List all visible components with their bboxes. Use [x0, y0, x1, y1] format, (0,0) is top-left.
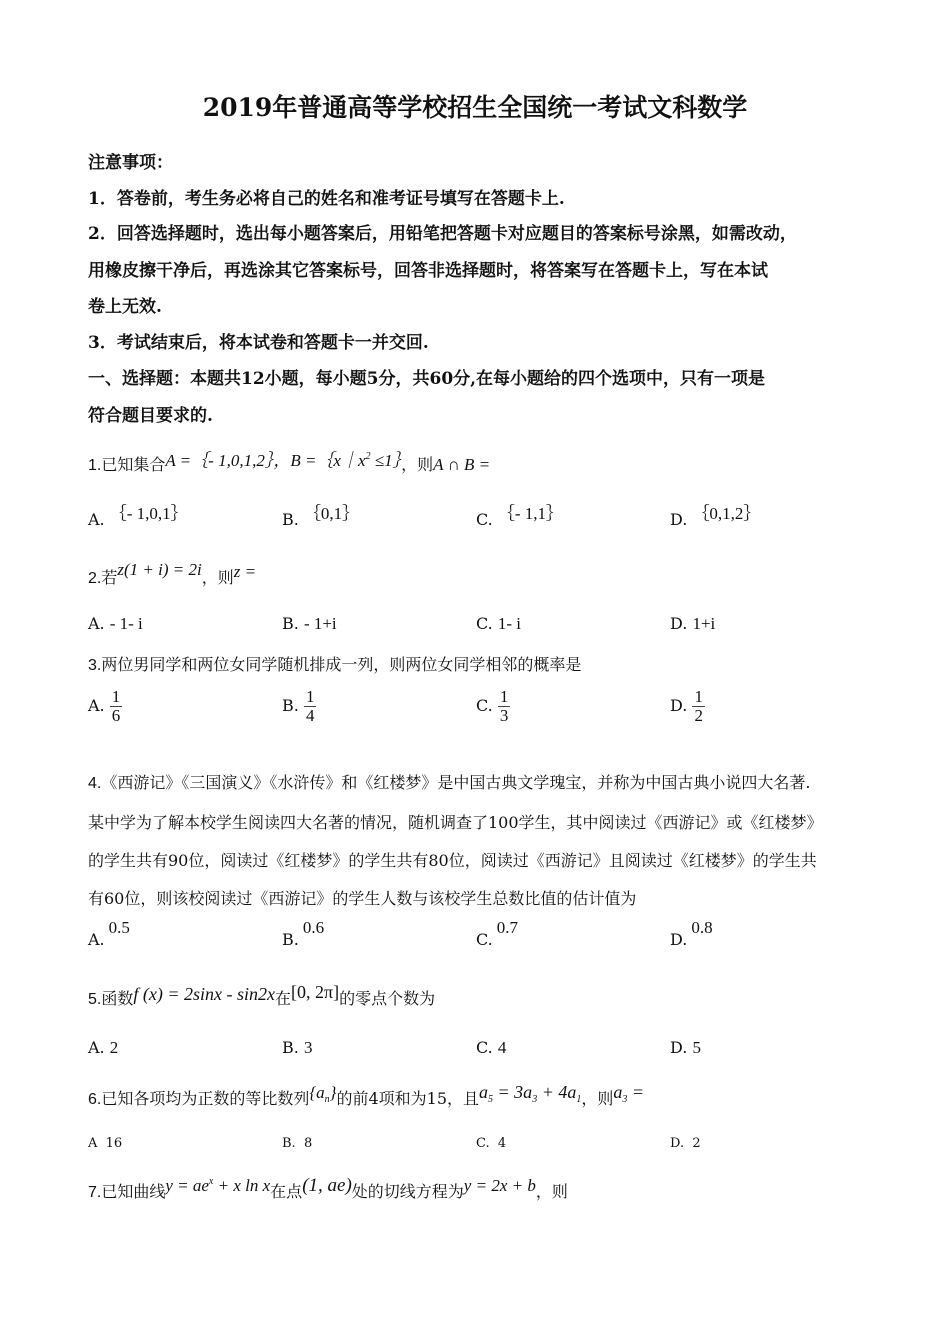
- q5-option-c[interactable]: C. 4: [476, 1038, 507, 1057]
- q3-option-d[interactable]: D. $\frac{1}{2}$: [670, 687, 703, 725]
- q2-option-c[interactable]: C. 1- i: [476, 614, 521, 633]
- section-heading-cont: 符合题目要求的.: [88, 406, 213, 426]
- note-line: 1．答卷前，考生务必将自己的姓名和准考证号填写在答题卡上.: [88, 189, 565, 209]
- question-4-line: 有60位，则该校阅读过《西游记》的学生人数与该校学生总数比值的估计值为: [88, 889, 637, 908]
- question-4: 4.《西游记》《三国演义》《水浒传》和《红楼梦》是中国古典文学瑰宝，并称为中国古典小说四大名著.: [88, 773, 811, 792]
- q5-option-d[interactable]: D. 5: [670, 1038, 701, 1057]
- fraction: $\frac{1}{2}$: [694, 687, 703, 725]
- q4-option-b[interactable]: B.0.6: [282, 918, 325, 949]
- q6-option-c[interactable]: C. 4: [476, 1136, 507, 1151]
- question-5: 5.函数f (x) = 2sinx - sin2x在[0, 2π]的零点个数为: [88, 982, 436, 1008]
- q3-option-b[interactable]: B. $\frac{1}{4}$: [282, 687, 315, 725]
- q2-option-b[interactable]: B. - 1+i: [282, 614, 337, 633]
- q1-option-b[interactable]: B. ｛0,1｝: [282, 504, 360, 529]
- q1-option-a[interactable]: A. ｛- 1,0,1｝: [88, 504, 188, 529]
- question-4-line: 某中学为了解本校学生阅读四大名著的情况，随机调查了100学生，其中阅读过《西游记》或《红楼梦》: [88, 813, 823, 832]
- fraction: $\frac{1}{6}$: [111, 687, 121, 725]
- q5-option-b[interactable]: B. 3: [282, 1038, 313, 1057]
- q3-option-c[interactable]: C. $\frac{1}{3}$: [476, 687, 509, 725]
- q6-option-a[interactable]: A 16: [88, 1136, 123, 1151]
- note-line: 卷上无效.: [88, 297, 162, 317]
- q4-option-a[interactable]: A.0.5: [88, 918, 130, 949]
- page-title: 2019年普通高等学校招生全国统一考试文科数学: [202, 93, 748, 122]
- q5-option-a[interactable]: A. 2: [88, 1038, 119, 1057]
- q1-option-d[interactable]: D. ｛0,1,2｝: [670, 504, 761, 529]
- fraction: $\frac{1}{3}$: [499, 687, 509, 725]
- note-line: 3．考试结束后，将本试卷和答题卡一并交回.: [88, 333, 429, 353]
- fraction: $\frac{1}{4}$: [305, 687, 315, 725]
- question-4-line: 的学生共有90位，阅读过《红楼梦》的学生共有80位，阅读过《西游记》且阅读过《红楼梦》的学生共: [88, 851, 817, 870]
- question-7: 7.已知曲线$y = ae^x + x$ ln x在点(1, ae)处的切线方程为y = 2x + b，则: [88, 1175, 568, 1201]
- q3-option-a[interactable]: A. $\frac{1}{6}$: [88, 687, 121, 725]
- section-heading: 一、选择题：本题共12小题，每小题5分，共60分,在每小题给的四个选项中，只有一项是: [88, 369, 766, 389]
- question-2: 2.若z(1 + i) = 2i，则z =: [88, 560, 257, 587]
- q2-option-d[interactable]: D. 1+i: [670, 614, 716, 633]
- q4-option-d[interactable]: D.0.8: [670, 918, 713, 949]
- q1-option-c[interactable]: C. ｛- 1,1｝: [476, 504, 564, 529]
- q6-option-b[interactable]: B. 8: [282, 1136, 313, 1151]
- notes-heading: 注意事项：: [88, 153, 173, 173]
- question-3: 3.两位男同学和两位女同学随机排成一列，则两位女同学相邻的概率是: [88, 655, 582, 674]
- note-line: 用橡皮擦干净后，再选涂其它答案标号，回答非选择题时，将答案写在答题卡上，写在本试: [88, 261, 768, 281]
- q2-option-a[interactable]: A. - 1- i: [88, 614, 143, 633]
- question-1: 1.已知集合A =｛- 1,0,1,2｝，$B =\{x|x^2$ ≤1｝，则A ∩ B =: [88, 451, 491, 474]
- question-6: 6.已知各项均为正数的等比数列$\{a_n\}$的前4项和为15，且$a_5 = 3a_3 + 4a_1$，则$a_3$ =: [88, 1082, 645, 1108]
- q6-option-d[interactable]: D. 2: [670, 1136, 701, 1151]
- q4-option-c[interactable]: C.0.7: [476, 918, 519, 949]
- note-line: 2．回答选择题时，选出每小题答案后，用铅笔把答题卡对应题目的答案标号涂黑，如需改动，: [88, 224, 797, 244]
